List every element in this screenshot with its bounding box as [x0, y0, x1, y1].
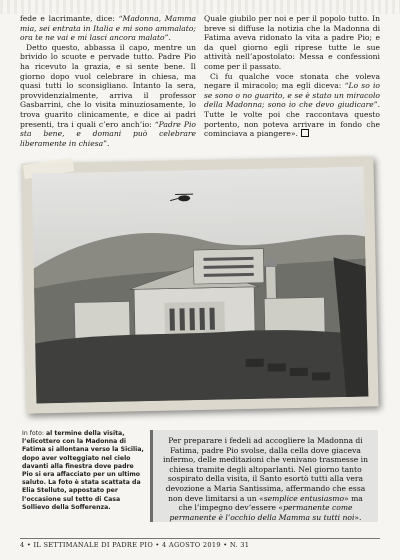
hospital-building — [193, 249, 264, 284]
page-footer: 4 • IL SETTIMANALE DI PADRE PIO • 4 AGOSTO 2019 • N. 31 — [20, 541, 250, 549]
paragraph: Quale giubilo per noi e per il popolo tutto. In breve si diffuse la notizia che la Madonna di Fatima aveva ridonato la vita a padre Pio; e da quel giorno egli riprese tutte le sue attività nell’apostolato: Messa e confessioni come per il passato. — [204, 14, 380, 71]
right-column — [204, 14, 380, 174]
pull-quote-box: Per preparare i fedeli ad accogliere la Madonna di Fatima, padre Pio svolse, dalla cella dove giaceva infermo, delle meditazioni che venivano trasmesse in chiesa tramite degli altoparlanti. Nel giorno tanto sospirato della visita, il Santo esortò tutti alla vera devozione a Maria Santissima, affermando che essa non deve limitarsi a un «semplice entusiasmo» ma che l’impegno dev’essere «permanente come permanente è l’occhio della Mamma su tutti noi». — [150, 430, 378, 522]
end-of-article-icon — [301, 129, 309, 137]
photo-illustration — [32, 167, 369, 404]
quote-italic: Padre Pio sta bene, e domani può celebrare liberamente in chiesa — [20, 119, 196, 148]
quote-italic: Lo so io se sono o no guarito, e se è stato un miracolo della Madonna; sono io che devo giudicare — [204, 81, 380, 110]
paragraph: Ci fu qualche voce stonata che voleva negare il miracolo; ma egli diceva: “Lo so io se sono o no guarito, e se è stato un miracolo della Madonna; sono io che devo giudicare”. Tutte le volte poi che raccontava questo portento, non poteva arrivare in fondo che cominciava a piangere». — [204, 71, 380, 139]
article-columns — [20, 14, 380, 174]
crowd — [35, 328, 368, 403]
photo-caption: In foto: al termine della visita, l’elicottero con la Madonna di Fatima si allontana verso la Sicilia, dopo aver volteggiato nel cielo davanti alla finestra dove padre Pio si era affacciato per un ultimo saluto. La foto è stata scattata da Elia Stelluto, appostato per l’occasione sul tetto di Casa Sollievo della Sofferenza. — [22, 430, 144, 511]
quote-italic: Madonna, Mamma mia, sei entrata in Italia e mi sono ammalato; ora te ne vai e mi lasci ancora malato — [20, 14, 196, 43]
historic-photo — [21, 156, 378, 413]
top-texture — [0, 0, 400, 14]
paragraph: fede e lacrimante, dice: “Madonna, Mamma mia, sei entrata in Italia e mi sono ammalato; ora te ne vai e mi lasci ancora malato”. — [20, 14, 196, 43]
footer-divider — [20, 538, 380, 539]
paragraph: Detto questo, abbassa il capo, mentre un brivido lo scuote e pervade tutto. Padre Pio ha ricevuto la grazia, e si sente bene. Il giorno dopo vuol celebrare in chiesa, ma quasi tutti lo sconsigliano. Intanto la sera, provvidenzialmente, arriva il professor Gasbarrini, che lo visita minuziosamente, lo trova guarito clinicamente, e dice ai padri presenti, tra i quali c’ero anch’io: “Padre Pio sta bene, e domani può celebrare liberamente in chiesa”. — [20, 42, 196, 148]
left-column — [20, 14, 196, 174]
